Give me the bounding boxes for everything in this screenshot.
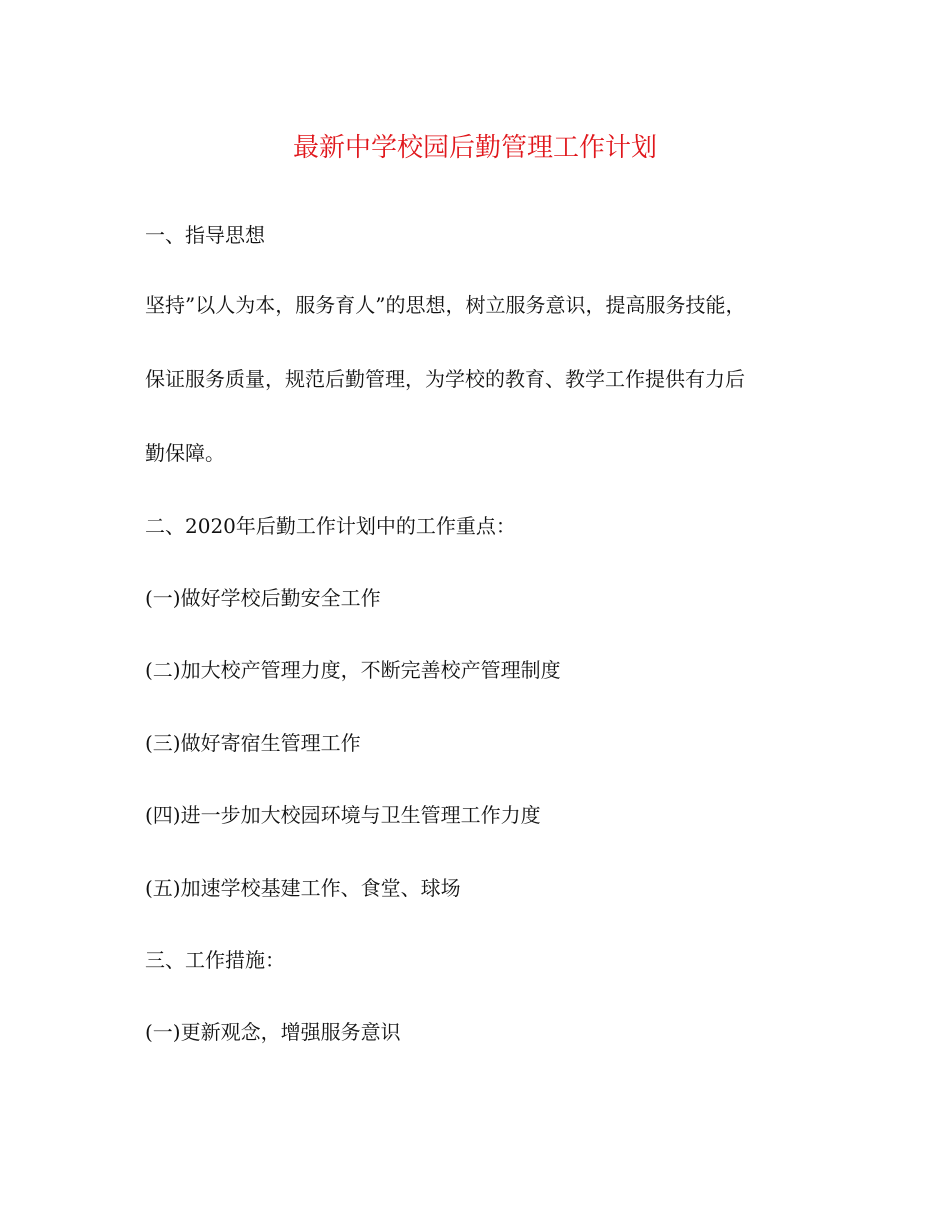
paragraph-line: 坚持”以人为本，服务育人”的思想，树立服务意识，提高服务技能，	[145, 293, 746, 317]
list-item: (四)进一步加大校园环境与卫生管理工作力度	[145, 803, 541, 827]
list-item: (一)更新观念，增强服务意识	[145, 1020, 401, 1044]
section-heading-guiding-ideology: 一、指导思想	[145, 223, 265, 247]
list-item: (二)加大校产管理力度，不断完善校产管理制度	[145, 658, 561, 682]
section-heading-work-focus: 二、2020年后勤工作计划中的工作重点：	[145, 514, 516, 538]
paragraph-line: 保证服务质量，规范后勤管理，为学校的教育、教学工作提供有力后	[145, 367, 745, 391]
list-item: (一)做好学校后勤安全工作	[145, 586, 381, 610]
section-heading-work-measures: 三、工作措施：	[145, 948, 285, 972]
document-title: 最新中学校园后勤管理工作计划	[292, 133, 657, 163]
list-item: (五)加速学校基建工作、食堂、球场	[145, 876, 461, 900]
list-item: (三)做好寄宿生管理工作	[145, 731, 361, 755]
paragraph-line: 勤保障。	[145, 441, 225, 465]
